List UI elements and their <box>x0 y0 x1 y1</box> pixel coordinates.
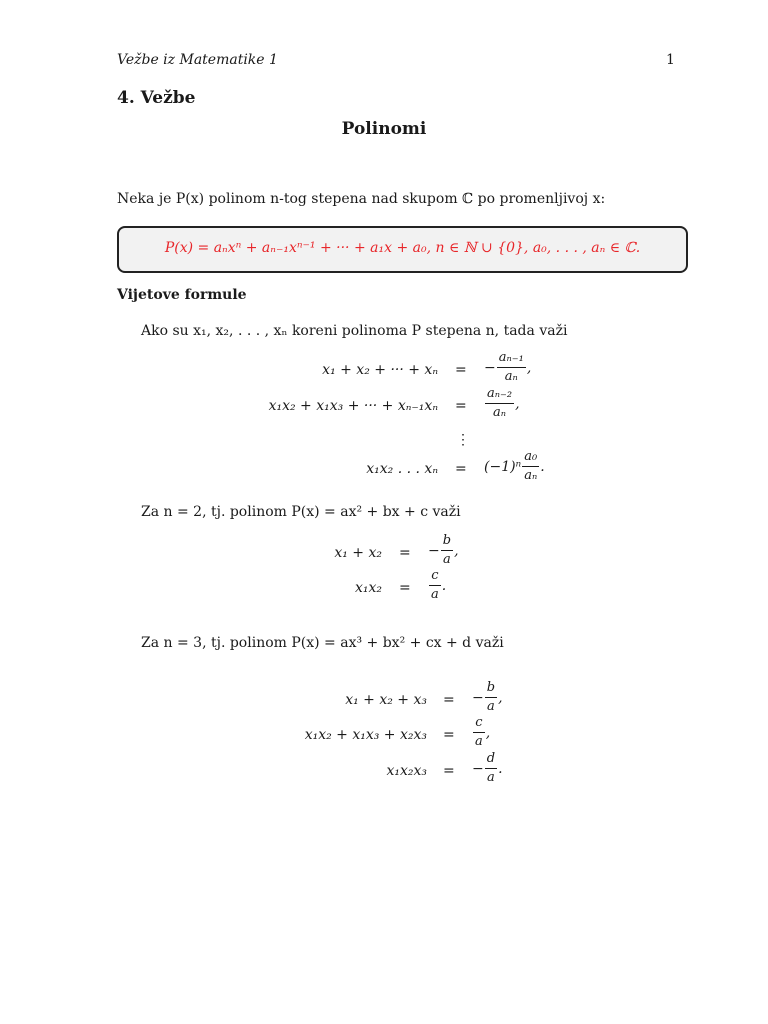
numerator: c <box>473 715 484 733</box>
general-eq-1-equals: = <box>455 362 467 378</box>
n2-eq-2-lhs: x₁x₂ <box>354 580 382 596</box>
n3-eq-2-lhs: x₁x₂ + x₁x₃ + x₂x₃ <box>304 727 427 743</box>
section-heading: 4. Vežbe <box>117 88 196 108</box>
n2-eq-1-equals: = <box>399 545 411 561</box>
fraction <box>485 386 514 421</box>
denominator: aₙ <box>524 468 538 483</box>
denominator: a <box>487 699 495 714</box>
rhs-prefix: − <box>472 760 484 777</box>
rhs-suffix: , <box>515 395 520 412</box>
rhs-prefix: − <box>472 689 484 706</box>
numerator: aₙ₋₂ <box>485 386 514 404</box>
vieta-section-title: Vijetove formule <box>117 287 247 303</box>
n2-intro: Za n = 2, tj. polinom P(x) = ax² + bx + c važi <box>141 504 461 520</box>
denominator: a <box>487 770 495 785</box>
rhs-suffix: , <box>454 542 459 559</box>
rhs-prefix: (−1)ⁿ <box>484 458 522 475</box>
fraction <box>441 533 453 568</box>
numerator: b <box>441 533 453 551</box>
n3-eq-3-lhs: x₁x₂x₃ <box>386 763 427 779</box>
numerator: b <box>485 680 497 698</box>
general-eq-3-rhs <box>484 449 545 484</box>
general-eq-2-rhs <box>484 386 520 421</box>
rhs-suffix: . <box>540 458 545 475</box>
numerator: c <box>429 568 440 586</box>
n2-eq-2-equals: = <box>399 580 411 596</box>
rhs-prefix: − <box>428 542 440 559</box>
polynomial-formula: P(x) = aₙxⁿ + aₙ₋₁xⁿ⁻¹ + ··· + a₁x + a₀, n ∈ ℕ ∪ {0}, a₀, . . . , aₙ ∈ ℂ. <box>164 240 641 256</box>
n3-eq-1-rhs <box>472 680 503 715</box>
denominator: a <box>475 734 483 749</box>
page-title: Polinomi <box>341 119 427 139</box>
vertical-ellipsis: ⋮ <box>456 432 470 448</box>
n3-eq-3-rhs <box>472 751 503 786</box>
fraction <box>497 350 526 385</box>
numerator: aₙ₋₁ <box>497 350 526 368</box>
rhs-prefix: − <box>484 359 496 376</box>
fraction <box>485 680 497 715</box>
n3-eq-1-equals: = <box>443 692 455 708</box>
n3-eq-2-equals: = <box>443 727 455 743</box>
fraction <box>522 449 539 484</box>
rhs-suffix: . <box>441 577 447 594</box>
general-eq-2-lhs: x₁x₂ + x₁x₃ + ··· + xₙ₋₁xₙ <box>268 398 438 414</box>
numerator: a₀ <box>522 449 539 467</box>
general-eq-3-equals: = <box>455 461 467 477</box>
running-header: Vežbe iz Matematike 1 <box>117 52 278 68</box>
denominator: aₙ <box>493 405 507 420</box>
n3-eq-1-lhs: x₁ + x₂ + x₃ <box>345 692 427 708</box>
n3-eq-2-rhs <box>472 715 490 750</box>
intro-paragraph: Neka je P(x) polinom n-tog stepena nad skupom ℂ po promenljivoj x: <box>117 191 606 207</box>
fraction <box>473 715 485 750</box>
n3-eq-3-equals: = <box>443 763 455 779</box>
n3-intro: Za n = 3, tj. polinom P(x) = ax³ + bx² + cx + d važi <box>141 635 504 651</box>
page-number: 1 <box>666 52 675 68</box>
vieta-intro: Ako su x₁, x₂, . . . , xₙ koreni polinoma P stepena n, tada važi <box>141 323 568 339</box>
n2-eq-2-rhs <box>428 568 446 603</box>
fraction <box>485 751 497 786</box>
numerator: d <box>485 751 497 769</box>
polynomial-definition-box <box>117 226 688 273</box>
rhs-suffix: , <box>526 359 532 376</box>
rhs-suffix: . <box>498 760 503 777</box>
general-eq-2-equals: = <box>455 398 467 414</box>
general-eq-1-rhs <box>484 350 531 385</box>
general-eq-1-lhs: x₁ + x₂ + ··· + xₙ <box>322 362 438 378</box>
fraction <box>429 568 441 603</box>
rhs-suffix: , <box>485 724 491 741</box>
general-eq-3-lhs: x₁x₂ . . . xₙ <box>366 461 438 477</box>
denominator: aₙ <box>504 369 518 384</box>
denominator: a <box>443 552 451 567</box>
n2-eq-1-rhs <box>428 533 459 568</box>
rhs-suffix: , <box>498 689 503 706</box>
n2-eq-1-lhs: x₁ + x₂ <box>334 545 382 561</box>
denominator: a <box>431 587 439 602</box>
